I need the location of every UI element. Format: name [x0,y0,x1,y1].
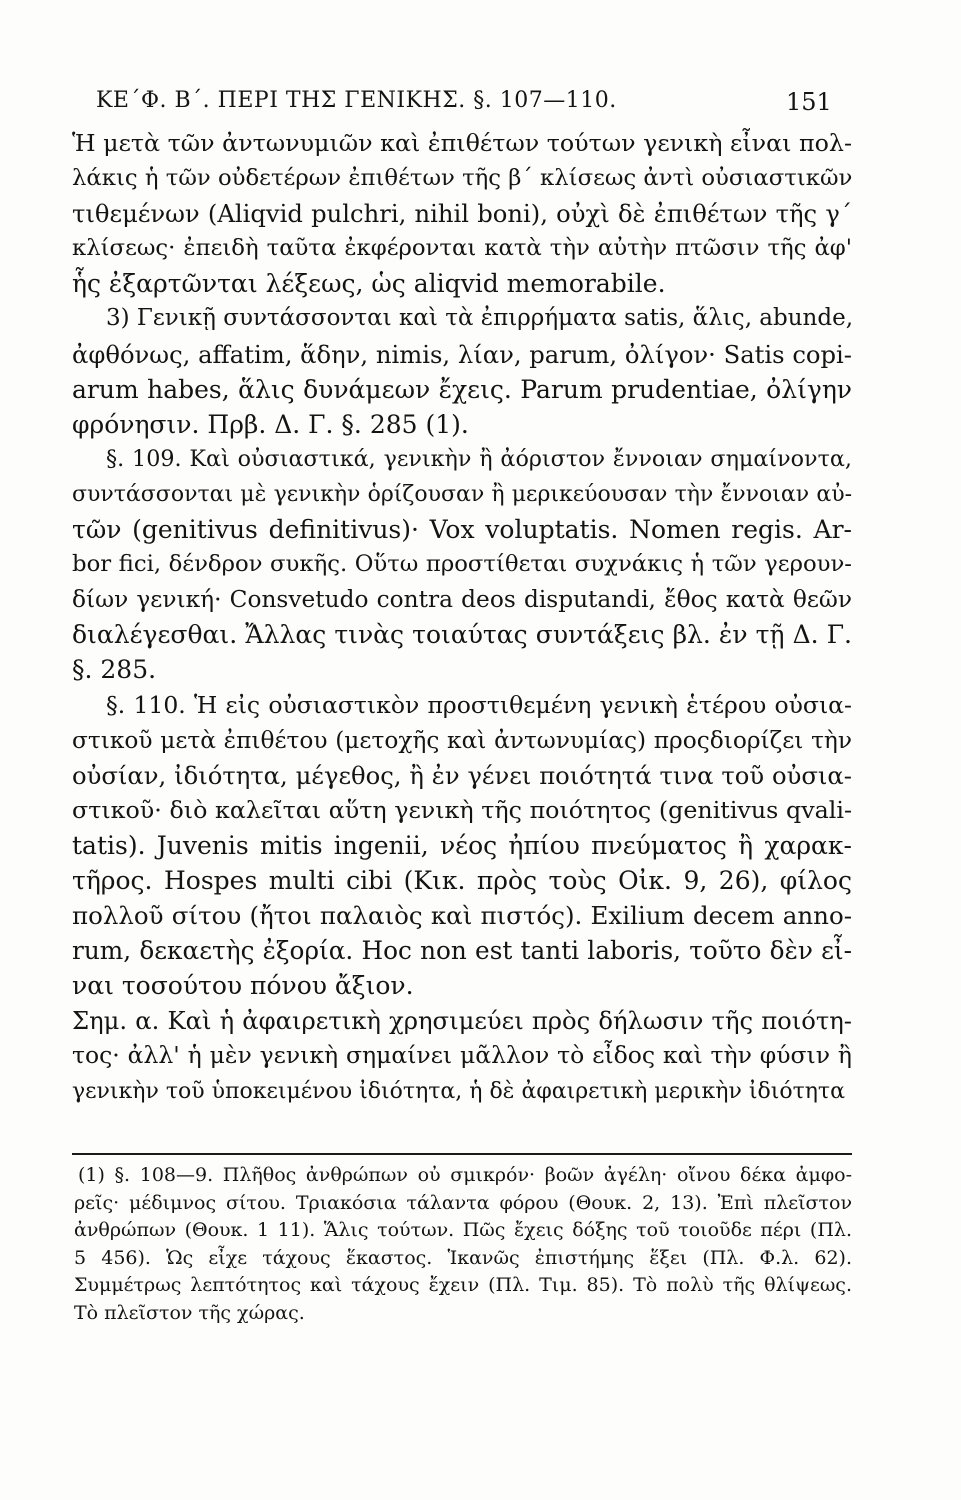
running-head: ΚΕ΄Φ. Β΄. ΠΕΡΙ ΤΗΣ ΓΕΝΙΚΗΣ. §. 107—110. [96,88,617,113]
text-line: ἧς ἐξαρτῶνται λέξεως, ὡς aliqvid memorabile. [72,269,666,299]
text-line: λάκις ἡ τῶν οὐδετέρων ἐπιθέτων τῆς β΄ κλίσεως ἀντὶ οὐσιαστικῶν [72,165,853,192]
text-line: τος· ἀλλ' ἡ μὲν γενικὴ σημαίνει μᾶλλον τὸ εἶδος καὶ τὴν φύσιν ἢ [72,1041,852,1070]
text-line: §. 109. Καὶ οὐσιαστικά, γενικὴν ἢ ἀόριστον ἔννοιαν σημαίνοντα, [106,445,852,472]
text-line: διαλέγεσθαι. Ἄλλας τινὰς τοιαύτας συντάξεις βλ. ἐν τῇ Δ. Γ. [72,620,852,650]
text-line: arum habes, ἅλις δυνάμεων ἔχεις. Parum prudentiae, ὀλίγην [72,374,852,404]
text-line: rum, δεκαετὴς ἐξορία. Hoc non est tanti laboris, τοῦτο δὲν εἶ- [72,936,852,966]
text-line: τῆρος. Hospes multi cibi (Κικ. πρὸς τοὺς Οἰκ. 9, 26), φίλος [72,865,852,895]
body-text [72,126,852,1109]
text-line: δίων γενική· Consvetudo contra deos disputandi, ἔθος κατὰ θεῶν [72,586,852,614]
text-line: γενικὴν τοῦ ὑποκειμένου ἰδιότητα, ἡ δὲ ἀφαιρετικὴ μερικὴν ἰδιότητα [72,1078,845,1104]
text-line: τιθεμένων (Aliqvid pulchri, nihil boni), οὐχὶ δὲ ἐπιθέτων τῆς γ΄ [72,199,852,229]
footnote-line: ἀνθρώπων (Θουκ. 1 11). Ἅλις τούτων. Πῶς ἔχεις δόξης τοῦ τοιοῦδε πέρι (Πλ. [74,1219,852,1241]
text-line: bor fici, δένδρον συκῆς. Οὕτω προστίθεται συχνάκις ἡ τῶν γερουν- [72,551,852,578]
text-line: φρόνησιν. Πρβ. Δ. Γ. §. 285 (1). [72,409,469,439]
text-line: στικοῦ μετὰ ἐπιθέτου (μετοχῆς καὶ ἀντωνυμίας) προςδιορίζει τὴν [72,726,852,754]
text-line: §. 285. [72,655,157,685]
text-line: πολλοῦ σίτου (ἤτοι παλαιὸς καὶ πιστός). Exilium decem anno- [72,901,852,931]
footnote-line: Συμμέτρως λεπτότητος καὶ τάχους ἔχειν (Πλ. Τιμ. 85). Τὸ πολὺ τῆς θλίψεως. [74,1274,852,1296]
text-line: 3) Γενικῇ συντάσσονται καὶ τὰ ἐπιρρήματα satis, ἅλις, abunde, [106,305,854,332]
text-line: §. 110. Ἡ εἰς οὐσιαστικὸν προστιθεμένη γενικὴ ἑτέρου οὐσια- [106,690,852,719]
footnote-line: 5 456). Ὡς εἶχε τάχους ἕκαστος. Ἱκανῶς ἐπιστήμης ἕξει (Πλ. Φ.λ. 62). [74,1246,852,1269]
text-line: τῶν (genitivus definitivus)· Vox voluptatis. Nomen regis. Ar- [72,515,852,545]
footnote-line: ρεῖς· μέδιμνος σίτου. Τριακόσια τάλαντα φόρου (Θουκ. 2, 13). Ἐπὶ πλεῖστον [74,1191,852,1214]
page-number: 151 [786,88,832,116]
text-line: Σημ. α. Καὶ ἡ ἀφαιρετικὴ χρησιμεύει πρὸς δήλωσιν τῆς ποιότη- [72,1006,852,1036]
text-line: οὐσίαν, ἰδιότητα, μέγεθος, ἢ ἐν γένει ποιότητά τινα τοῦ οὐσια- [72,760,852,790]
text-line: κλίσεως· ἐπειδὴ ταῦτα ἐκφέρονται κατὰ τὴν αὐτὴν πτῶσιν τῆς ἀφ' [72,235,852,262]
footnote-line: Τὸ πλεῖστον τῆς χώρας. [74,1301,305,1324]
footnotes [74,1162,852,1327]
text-line: tatis). Juvenis mitis ingenii, νέος ἠπίου πνεύματος ἢ χαρακ- [72,830,852,860]
text-line: συντάσσονται μὲ γενικὴν ὁρίζουσαν ἢ μερικεύουσαν τὴν ἔννοιαν αὐ- [72,481,852,507]
footnote-rule [72,1153,852,1155]
text-line: Ἡ μετὰ τῶν ἀντωνυμιῶν καὶ ἐπιθέτων τούτων γενικὴ εἶναι πολ- [72,129,852,157]
footnote-line: (1) §. 108—9. Πλῆθος ἀνθρώπων οὐ σμικρόν· βοῶν ἀγέλη· οἴνου δέκα ἀμφο- [78,1164,852,1186]
text-line: ναι τοσούτου πόνου ἄξιον. [72,971,414,1001]
text-line: στικοῦ· διὸ καλεῖται αὕτη γενικὴ τῆς ποιότητος (genitivus qvali- [72,795,852,824]
text-line: ἀφθόνως, affatim, ἅδην, nimis, λίαν, parum, ὀλίγον· Satis copi- [72,339,852,369]
